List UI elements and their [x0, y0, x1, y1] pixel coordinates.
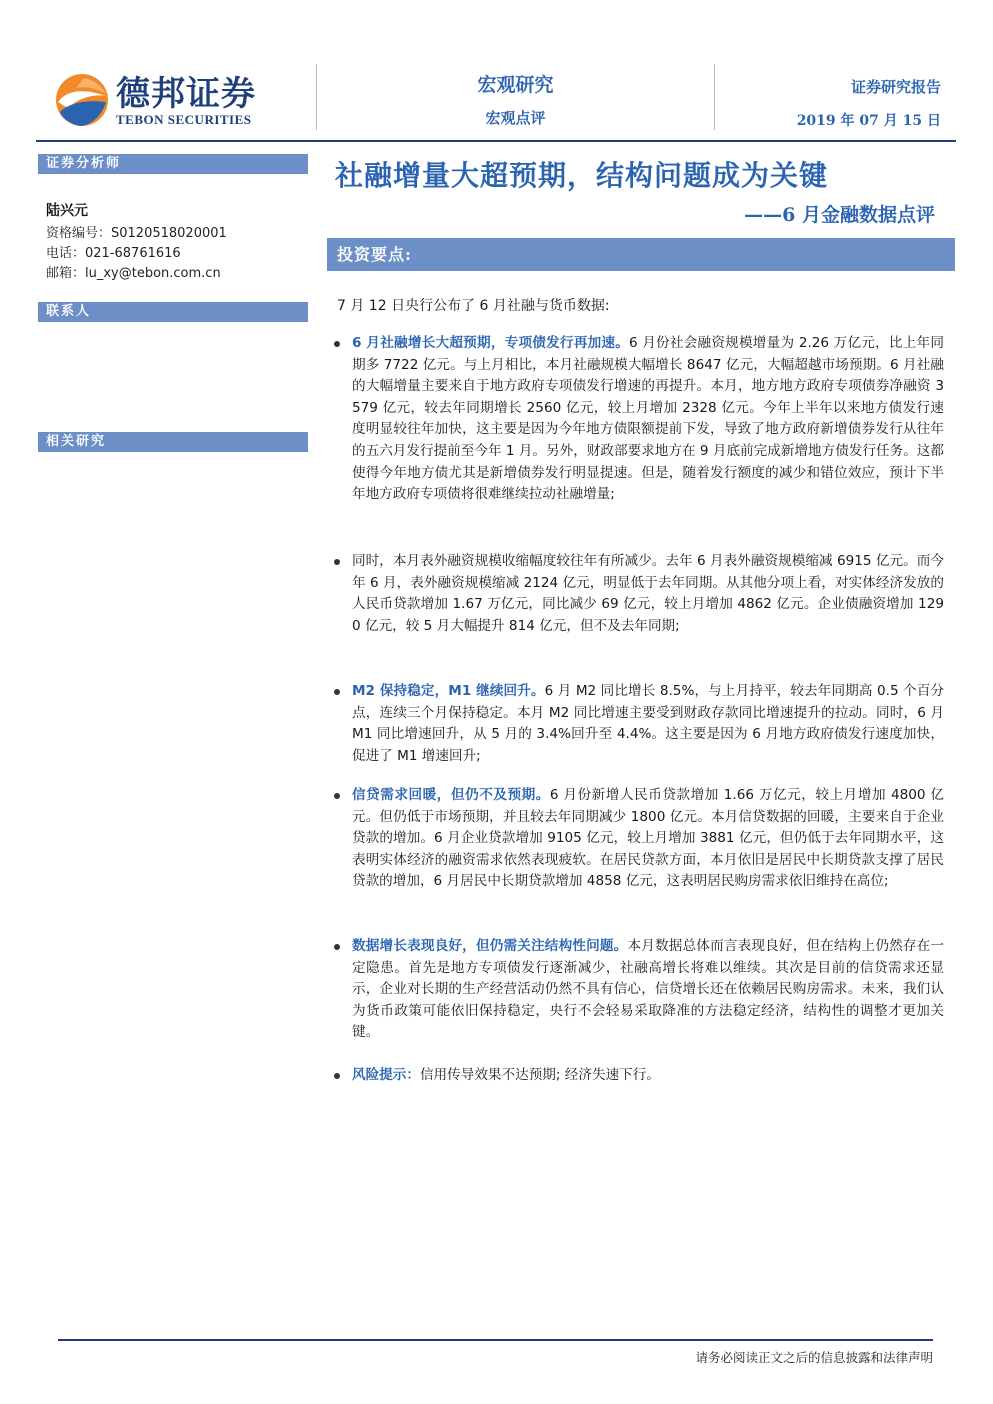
bullet-text: 信用传导效果不达预期; 经济失速下行。: [419, 1067, 660, 1083]
header-rule: [36, 140, 956, 142]
bullet-structural-issues: [352, 936, 944, 1044]
bullet-lead: 信贷需求回暖，但仍不及预期。: [352, 787, 550, 803]
analyst-name: 陆兴元: [46, 203, 88, 219]
bullet-off-balance-financing: [352, 551, 944, 637]
bullet-dot: [334, 944, 340, 950]
bullet-text: 6 月 M2 同比增长 8.5%，与上月持平，较去年同期高 0.5 个百分点，连续三个月保持稳定。本月 M2 同比增速主要受到财政存款同比增速提升的拉动。同时，6 月 M1 同比增速回升，从 5 月的 3.4%回升至 4.4%。这主要是因为 6 月地方政府债发行速度加快，促进了 M1 增速回升;: [352, 683, 945, 764]
report-date: 2019 年 07 月 15 日: [796, 113, 941, 129]
bullet-text: 6 月份新增人民币贷款增加 1.66 万亿元，较上月增加 4800 亿元。但仍低于市场预期，并且较去年同期减少 1800 亿元。本月信贷数据的回暖，主要来自于企业贷款的增加。6 月企业贷款增加 9105 亿元，较上月增加 3881 亿元，但仍低于去年同期水平，这表明实体经济的融资需求依然表现疲软。在居民贷款方面，本月依旧是居民中长期贷款支撑了居民贷款的增加，6 月居民中长期贷款增加 4858 亿元，这表明居民购房需求依旧维持在高位;: [352, 787, 944, 890]
bullet-lead: 风险提示：: [352, 1067, 420, 1083]
bullet-dot: [334, 559, 340, 565]
report-subtitle: ——6 月金融数据点评: [744, 204, 935, 226]
company-logo: [54, 72, 284, 132]
analyst-email[interactable]: 邮箱：lu_xy@tebon.com.cn: [46, 266, 221, 281]
footer-rule: [58, 1339, 933, 1341]
bullet-dot: [334, 689, 340, 695]
bullet-dot: [334, 341, 340, 347]
tebon-logo-icon: [54, 72, 110, 128]
header-divider-right: [714, 64, 715, 130]
analyst-heading: 证券分析师: [38, 154, 308, 174]
intro-paragraph: 7 月 12 日央行公布了 6 月社融与货币数据:: [337, 298, 610, 314]
bullet-risk-warning: [352, 1065, 944, 1087]
bullet-text: 本月数据总体而言表现良好，但在结构上仍然存在一定隐患。首先是地方专项债发行逐渐减少，社融高增长将难以维续。其次是目前的信贷需求还显示，企业对长期的生产经营活动仍然不具有信心，信贷增长还在依赖居民购房需求。未来，我们认为货币政策可能依旧保持稳定，央行不会轻易采取降准的方法稳定经济，结构性的调整才更加关键。: [352, 938, 945, 1041]
logo-english-name: TEBON SECURITIES: [116, 112, 252, 127]
bullet-lead: M2 保持稳定，M1 继续回升。: [352, 683, 545, 699]
related-research-heading: 相关研究: [38, 432, 308, 452]
bullet-text: 同时，本月表外融资规模收缩幅度较往年有所减少。去年 6 月表外融资规模缩减 6915 亿元。而今年 6 月，表外融资规模缩减 2124 亿元，明显低于去年同期。从其他分项上看，对实体经济发放的人民币贷款增加 1.67 万亿元，同比减少 69 亿元，较上月增加 4862 亿元。企业债融资增加 1290 亿元，较 5 月大幅提升 814 亿元，但不及去年同期;: [352, 553, 944, 634]
investment-highlights-heading: 投资要点:: [327, 238, 955, 271]
contact-heading: 联系人: [38, 302, 308, 322]
footer-disclaimer: 请务必阅读正文之后的信息披露和法律声明: [695, 1350, 933, 1365]
bullet-dot: [334, 1073, 340, 1079]
header-divider-left: [316, 64, 317, 130]
report-subcategory: 宏观点评: [485, 109, 546, 127]
bullet-text: 6 月份社会融资规模增量为 2.26 万亿元，比上年同期多 7722 亿元。与上月相比，本月社融规模大幅增长 8647 亿元，大幅超越市场预期。6 月社融的大幅增量主要来自于地方政府专项债发行增速的再提升。本月，地方地方政府专项债券净融资 3579 亿元，较去年同期增长 2560 亿元，较上月增加 2328 亿元。今年上半年以来地方债发行速度明显较往年加快，这主要是因为今年地方债限额提前下发，导致了地方政府新增债券发行从往年的五六月发行提前至今年 1 月。另外，财政部要求地方在 9 月底前完成新增地方债发行任务。这都使得今年地方债尤其是新增债券发行明显提速。但是，随着发行额度的减少和错位效应，预计下半年地方政府专项债将很难继续拉动社融增量;: [352, 335, 944, 503]
report-category: 宏观研究: [477, 74, 554, 96]
report-type: 证券研究报告: [850, 78, 941, 96]
bullet-dot: [334, 793, 340, 799]
bullet-lead: 数据增长表现良好，但仍需关注结构性问题。: [352, 938, 628, 954]
logo-chinese-name: 德邦证券: [116, 74, 256, 114]
analyst-phone: 电话：021-68761616: [46, 246, 181, 261]
bullet-lead: 6 月社融增长大超预期，专项债发行再加速。: [352, 335, 630, 351]
report-title: 社融增量大超预期，结构问题成为关键: [335, 159, 829, 192]
bullet-money-supply: [352, 681, 944, 767]
bullet-credit-demand: [352, 785, 944, 893]
analyst-cert: 资格编号：S0120518020001: [46, 226, 227, 241]
bullet-social-financing: [352, 333, 944, 506]
